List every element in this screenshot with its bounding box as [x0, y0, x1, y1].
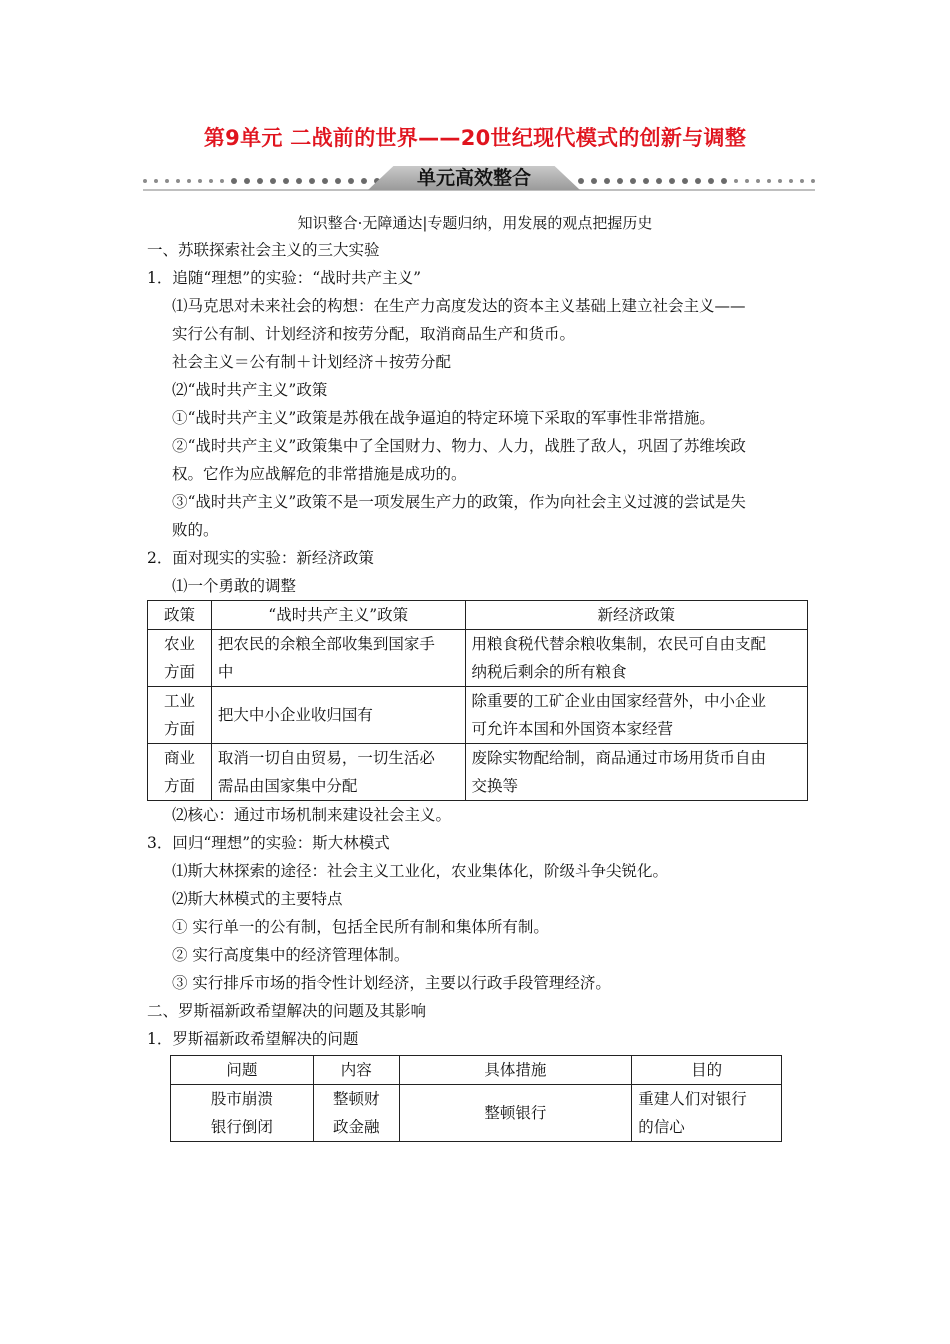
subheading-2: 2．面对现实的实验：新经济政策	[147, 549, 374, 567]
paragraph-line: ⑴斯大林探索的途径：社会主义工业化，农业集体化，阶级斗争尖锐化。	[172, 862, 669, 880]
table-header-cell: 目的	[632, 1056, 782, 1085]
new-deal-table	[170, 1055, 782, 1142]
table-header-row	[171, 1056, 782, 1085]
table-header-cell: “战时共产主义”政策	[211, 601, 465, 630]
table-header-cell: 政策	[148, 601, 212, 630]
table-header-cell: 新经济政策	[465, 601, 807, 630]
paragraph-line: ① 实行单一的公有制，包括全民所有制和集体所有制。	[172, 918, 549, 936]
table-cell: 取消一切自由贸易，一切生活必 需品由国家集中分配	[211, 744, 465, 801]
table-cell: 除重要的工矿企业由国家经营外，中小企业 可允许本国和外国资本家经营	[465, 687, 807, 744]
banner-dots-left	[143, 175, 406, 187]
table-row	[148, 744, 808, 801]
section-subtitle: 知识整合·无障通达|专题归纳，用发展的观点把握历史	[297, 214, 653, 232]
table-header-row	[148, 601, 808, 630]
paragraph-line: 败的。	[172, 521, 219, 539]
table-cell: 整顿财 政金融	[313, 1085, 399, 1142]
table-cell: 农业 方面	[148, 630, 212, 687]
table-cell: 工业 方面	[148, 687, 212, 744]
paragraph-line: ⑴马克思对未来社会的构想：在生产力高度发达的资本主义基础上建立社会主义——	[172, 297, 746, 315]
table-cell: 废除实物配给制，商品通过市场用货币自由 交换等	[465, 744, 807, 801]
table-cell: 把大中小企业收归国有	[211, 687, 465, 744]
paragraph-line: 实行公有制、计划经济和按劳分配，取消商品生产和货币。	[172, 325, 576, 343]
banner-title: 单元高效整合	[416, 167, 531, 189]
paragraph-line: ⑵“战时共产主义”政策	[172, 381, 328, 399]
subheading-1: 1．追随“理想”的实验：“战时共产主义”	[147, 269, 422, 287]
table-header-cell: 问题	[171, 1056, 314, 1085]
table-cell: 整顿银行	[399, 1085, 632, 1142]
heading-1: 一、苏联探索社会主义的三大实验	[147, 241, 380, 259]
paragraph-line: 社会主义＝公有制＋计划经济＋按劳分配	[172, 353, 452, 371]
paragraph-line: ③“战时共产主义”政策不是一项发展生产力的政策，作为向社会主义过渡的尝试是失	[172, 493, 746, 511]
paragraph-line: ①“战时共产主义”政策是苏俄在战争逼迫的特定环境下采取的军事性非常措施。	[172, 409, 715, 427]
table-header-cell: 具体措施	[399, 1056, 632, 1085]
section-banner	[143, 166, 815, 194]
paragraph-line: ②“战时共产主义”政策集中了全国财力、物力、人力，战胜了敌人，巩固了苏维埃政	[172, 437, 746, 455]
table-cell: 重建人们对银行 的信心	[632, 1085, 782, 1142]
table-row	[148, 630, 808, 687]
table-cell: 商业 方面	[148, 744, 212, 801]
banner-dots-right	[578, 175, 815, 187]
heading-2: 二、罗斯福新政希望解决的问题及其影响	[147, 1002, 427, 1020]
table-cell: 股市崩溃 银行倒闭	[171, 1085, 314, 1142]
policy-comparison-table	[147, 600, 808, 801]
table-header-cell: 内容	[313, 1056, 399, 1085]
table-row	[148, 687, 808, 744]
paragraph-line: ⑴一个勇敢的调整	[172, 577, 297, 595]
paragraph-line: ② 实行高度集中的经济管理体制。	[172, 946, 410, 964]
subheading-4: 1．罗斯福新政希望解决的问题	[147, 1030, 359, 1048]
page-title: 第9单元 二战前的世界——20世纪现代模式的创新与调整	[203, 126, 747, 150]
paragraph-line: ⑵核心：通过市场机制来建设社会主义。	[172, 806, 452, 824]
table-cell: 把农民的余粮全部收集到国家手 中	[211, 630, 465, 687]
table-row	[171, 1085, 782, 1142]
paragraph-line: ③ 实行排斥市场的指令性计划经济，主要以行政手段管理经济。	[172, 974, 611, 992]
paragraph-line: 权。它作为应战解危的非常措施是成功的。	[172, 465, 467, 483]
subheading-3: 3．回归“理想”的实验：斯大林模式	[147, 834, 390, 852]
table-cell: 用粮食税代替余粮收集制，农民可自由支配 纳税后剩余的所有粮食	[465, 630, 807, 687]
paragraph-line: ⑵斯大林模式的主要特点	[172, 890, 343, 908]
